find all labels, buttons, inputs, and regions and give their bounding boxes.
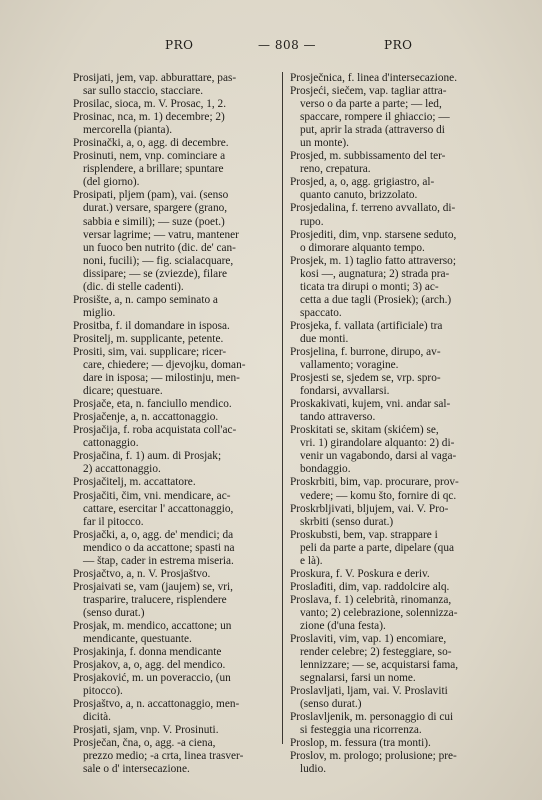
dictionary-entry (290, 202, 504, 228)
dictionary-entry (73, 724, 278, 737)
dictionary-entry (290, 150, 504, 176)
entry-line: spaccare, rompere il ghiaccio; — (300, 111, 450, 124)
entry-line: Prosjačitelj, m. accattatore. (73, 476, 196, 489)
entry-line: Prosjaštvo, a, n. accattonaggio, men- (73, 698, 240, 711)
entry-line: Proskrbiti, bim, vap. procurare, prov- (290, 476, 459, 489)
entry-line: un fuoco ben nutrito (dic. de' can- (83, 241, 236, 254)
entry-line: Prosjed, m. subbissamento del ter- (290, 150, 446, 163)
entry-line: — štap, cader in estrema miseria. (83, 554, 234, 567)
entry-line: Prosište, a, n. campo seminato a (73, 293, 218, 306)
entry-line: Prosjačtvo, a, n. V. Prosjaštvo. (73, 567, 211, 580)
dictionary-entry (290, 398, 504, 424)
dictionary-entry (73, 450, 278, 476)
entry-line: Prosjače, eta, n. fanciullo mendico. (73, 398, 232, 411)
entry-line: Prosjak, m. mendico, accattone; un (73, 619, 232, 632)
dictionary-entry (290, 372, 504, 398)
dictionary-entry (290, 424, 504, 476)
entry-line: Prosječnica, f. linea d'intersecazione. (290, 72, 458, 84)
dictionary-entry (73, 398, 278, 411)
dictionary-entry (290, 737, 504, 750)
entry-line: quanto canuto, brizzolato. (300, 189, 418, 202)
entry-line: ludio. (300, 763, 327, 776)
entry-line: kosi —, augnatura; 2) strada pra- (300, 267, 450, 280)
entry-line: Prositba, f. il domandare in isposa. (73, 319, 230, 332)
dictionary-entry (290, 476, 504, 502)
entry-line: trasparire, tralucere, risplendere (83, 593, 227, 606)
entry-line: Prosjek, m. 1) taglio fatto attraverso; (290, 254, 456, 267)
dictionary-entry (73, 111, 278, 137)
entry-line: pitocco). (83, 685, 123, 698)
entry-line: Prositelj, m. supplicante, petente. (73, 332, 224, 345)
entry-line: rupo. (300, 215, 324, 228)
dictionary-entry (73, 411, 278, 424)
entry-line: Prosjati, sjam, vnp. V. Prosinuti. (73, 724, 219, 737)
entry-line: mendico o da accattone; spasti na (83, 541, 235, 554)
entry-line: Prosipati, pljem (pam), vai. (senso (73, 189, 229, 202)
entry-line: render celebre; 2) festeggiare, so- (300, 646, 452, 659)
entry-line: un monte). (300, 137, 349, 150)
entry-line: Prosjačija, f. roba acquistata coll'ac- (73, 424, 237, 437)
entry-line: Prosjaković, m. un poveraccio, (un (73, 672, 231, 685)
dictionary-entry (290, 229, 504, 255)
entry-line: zione (d'una festa). (300, 619, 386, 632)
entry-line: miglio. (83, 306, 116, 319)
entry-line: cattare, esercitar l' accattonaggio, (83, 502, 234, 515)
entry-line: Proslavljenik, m. personaggio di cui (290, 711, 454, 724)
entry-line: (del giorno). (83, 176, 140, 189)
entry-line: vanto; 2) celebrazione, solennizza- (300, 606, 458, 619)
dictionary-entry (290, 750, 504, 776)
running-head-right: PRO (384, 38, 413, 52)
dictionary-entry (73, 320, 278, 333)
entry-line: Prosjačina, f. 1) aum. di Prosjak; (73, 450, 222, 463)
entry-line: Prosjeka, f. vallata (artificiale) tra (290, 319, 443, 332)
entry-line: Proskura, f. V. Poskura e deriv. (290, 567, 430, 580)
entry-line: noni, fucili); — fig. scialacquare, (83, 254, 234, 267)
dictionary-entry (290, 85, 504, 150)
entry-line: e là). (300, 554, 323, 567)
entry-line: (senso durat.) (83, 606, 145, 619)
dictionary-entry (73, 490, 278, 529)
entry-line: Proslop, m. fessura (tra monti). (290, 737, 431, 750)
entry-line: dicità. (83, 711, 111, 724)
dictionary-entry (290, 711, 504, 737)
page-number: — 808 — (258, 38, 317, 52)
running-head-left: PRO (165, 38, 194, 52)
entry-line: Proskitati se, skitam (skićem) se, (290, 424, 439, 437)
entry-line: Prosjediti, dim, vnp. starsene seduto, (290, 228, 457, 241)
entry-line: 2) accattonaggio. (83, 463, 161, 476)
entry-line: Prosinački, a, o, agg. di decembre. (73, 137, 229, 150)
entry-line: Prositi, sim, vai. supplicare; ricer- (73, 345, 227, 358)
entry-line: prezzo medio; -a crta, linea trasver- (83, 750, 244, 763)
entry-line: Prosinac, nca, m. 1) decembre; 2) (73, 111, 225, 124)
entry-line: lennizzare; — se, acquistarsi fama, (300, 659, 459, 672)
dictionary-entry (73, 346, 278, 398)
entry-line: Prosjakov, a, o, agg. del mendico. (73, 659, 226, 672)
dictionary-entry (290, 176, 504, 202)
dictionary-entry (73, 137, 278, 150)
entry-line: Proslaviti, vim, vap. 1) encomiare, (290, 633, 447, 646)
dictionary-entry (290, 72, 504, 85)
dictionary-entry (290, 685, 504, 711)
dictionary-entry (73, 659, 278, 672)
dictionary-entry (290, 581, 504, 594)
dictionary-entry (73, 189, 278, 293)
entry-line: vedere; — komu što, fornire di qc. (300, 489, 457, 502)
entry-line: Prosjačiti, čim, vni. mendicare, ac- (73, 489, 231, 502)
entry-line: tando attraverso. (300, 411, 376, 424)
entry-line: (dic. di stelle cadenti). (83, 280, 184, 293)
dictionary-entry (73, 424, 278, 450)
dictionary-entry (73, 581, 278, 620)
dictionary-entry (290, 594, 504, 633)
entry-line: Proslađiti, dim, vap. raddolcire alq. (290, 580, 450, 593)
entry-line: vri. 1) girandolare alquanto: 2) di- (300, 437, 455, 450)
dictionary-entry (73, 150, 278, 189)
dictionary-entry (73, 333, 278, 346)
dictionary-entry (290, 568, 504, 581)
dictionary-entry (73, 529, 278, 568)
dictionary-entry (73, 646, 278, 659)
entry-line: Prosjački, a, o, agg. de' mendici; da (73, 528, 234, 541)
entry-line: Prosijati, jem, vap. abburattare, pas- (73, 72, 237, 84)
entry-line: risplendere, a brillare; spuntare (83, 163, 224, 176)
entry-line: dare in isposa; — milostinju, men- (83, 372, 240, 385)
dictionary-entry (73, 72, 278, 98)
entry-line: Prosjesti se, sjedem se, vrp. spro- (290, 372, 441, 385)
dictionary-entry (290, 320, 504, 346)
entry-line: durat.) versare, spargere (grano, (83, 202, 228, 215)
dictionary-entry (73, 568, 278, 581)
dictionary-entry (290, 633, 504, 685)
left-column (73, 72, 278, 777)
entry-line: fondarsi, avvallarsi. (300, 385, 390, 398)
entry-line: skrbiti (senso durat.) (300, 515, 394, 528)
entry-line: o dimorare alquanto tempo. (300, 241, 425, 254)
entry-line: Proslov, m. prologo; prolusione; pre- (290, 750, 457, 763)
entry-line: venir un vagabondo, darsi al vaga- (300, 450, 457, 463)
dictionary-entry (73, 698, 278, 724)
entry-line: versar lagrime; — vatru, mantener (83, 228, 239, 241)
entry-line: care, chiedere; — djevojku, doman- (83, 359, 246, 372)
entry-line: reno, crepatura. (300, 163, 371, 176)
entry-line: ticata tra dirupi o monti; 3) ac- (300, 280, 439, 293)
dictionary-entry (290, 255, 504, 320)
entry-line: sabbia e simili); — suze (poet.) (83, 215, 225, 228)
dictionary-entry (73, 620, 278, 646)
entry-line: Proskubsti, bem, vap. strappare i (290, 528, 438, 541)
dictionary-entry (290, 529, 504, 568)
entry-line: Prosjačenje, a, n. accattonaggio. (73, 411, 219, 424)
entry-line: put, aprir la strada (attraverso di (300, 124, 445, 137)
entry-line: dicare; questuare. (83, 385, 163, 398)
dictionary-entry (73, 737, 278, 776)
dictionary-entry (73, 98, 278, 111)
entry-line: dissipare; — se (zviezde), filare (83, 267, 227, 280)
column-divider (282, 72, 283, 744)
dictionary-entry (290, 503, 504, 529)
entry-line: Proslava, f. 1) celebrità, rinomanza, (290, 593, 452, 606)
entry-line: Prosjed, a, o, agg. grigiastro, al- (290, 176, 435, 189)
entry-line: Prosilac, sioca, m. V. Prosac, 1, 2. (73, 98, 227, 111)
entry-line: sar sullo staccio, stacciare. (83, 85, 204, 98)
entry-line: spaccato. (300, 306, 342, 319)
entry-line: Prosjakinja, f. donna mendicante (73, 646, 222, 659)
entry-line: si festeggia una ricorrenza. (300, 724, 422, 737)
entry-line: Proslavljati, ljam, vai. V. Proslaviti (290, 685, 448, 698)
entry-line: cattonaggio. (83, 437, 139, 450)
right-column (290, 72, 504, 777)
entry-line: due monti. (300, 332, 349, 345)
entry-line: mercorella (pianta). (83, 124, 173, 137)
entry-line: cetta a due tagli (Prosiek); (arch.) (300, 293, 452, 306)
entry-line: sale o d' intersecazione. (83, 763, 190, 776)
entry-line: Prosjeći, siečem, vap. tagliar attra- (290, 85, 447, 98)
entry-line: segnalarsi, farsi un nome. (300, 672, 416, 685)
dictionary-entry (290, 346, 504, 372)
dictionary-entry (73, 294, 278, 320)
entry-line: vallamento; voragine. (300, 359, 399, 372)
entry-line: Prosjedalina, f. terreno avvallato, di- (290, 202, 456, 215)
entry-line: mendicante, questuante. (83, 633, 192, 646)
dictionary-entry (73, 672, 278, 698)
entry-line: Prosjelina, f. burrone, dirupo, av- (290, 345, 441, 358)
entry-line: Proskakivati, kujem, vni. andar sal- (290, 398, 451, 411)
entry-line: Proskrbljivati, bljujem, vai. V. Pro- (290, 502, 449, 515)
entry-line: bondaggio. (300, 463, 351, 476)
dictionary-entry (73, 476, 278, 489)
entry-line: far il pitocco. (83, 515, 144, 528)
entry-line: Prosjaivati se, vam (jaujem) se, vri, (73, 580, 233, 593)
entry-line: Prosječan, čna, o, agg. -a ciena, (73, 737, 216, 750)
entry-line: (senso durat.) (300, 698, 362, 711)
entry-line: peli da parte a parte, dipelare (qua (300, 541, 454, 554)
entry-line: Prosinuti, nem, vnp. cominciare a (73, 150, 226, 163)
entry-line: verso o da parte a parte; — led, (300, 98, 442, 111)
